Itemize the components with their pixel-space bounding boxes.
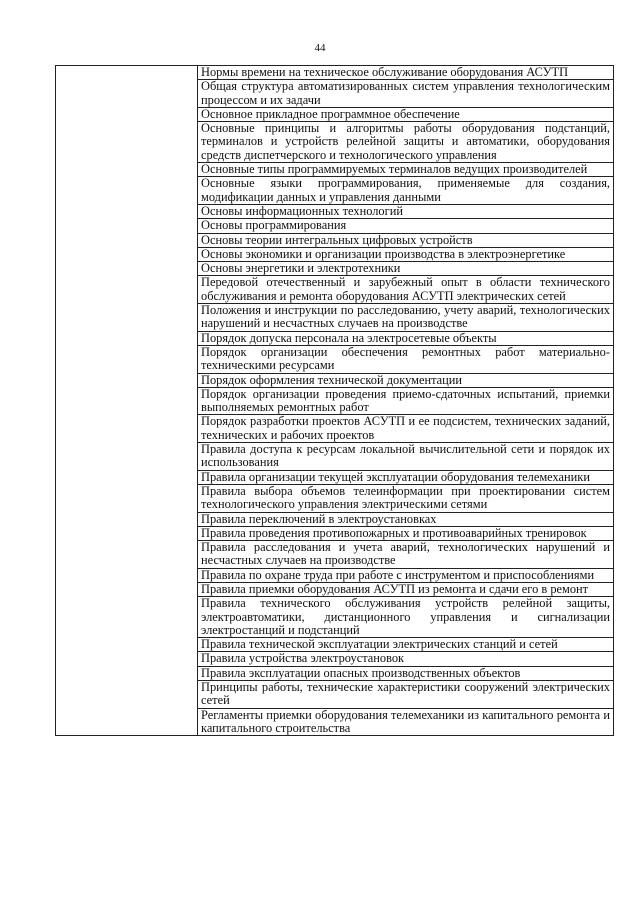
table-cell-item: Правила по охране труда при работе с инструментом и приспособлениями	[198, 568, 614, 582]
table-cell-item: Правила переключений в электроустановках	[198, 512, 614, 526]
table-cell-item: Основные языки программирования, применяемые для создания, модификации данных и управления данными	[198, 177, 614, 205]
table-cell-item: Основы информационных технологий	[198, 204, 614, 218]
table-cell-item: Передовой отечественный и зарубежный опыт в области технического обслуживания и ремонта оборудования АСУТП электрических сетей	[198, 276, 614, 304]
table-cell-item: Нормы времени на техническое обслуживание оборудования АСУТП	[198, 66, 614, 80]
table-cell-item: Порядок допуска персонала на электросетевые объекты	[198, 331, 614, 345]
table-cell-item: Правила расследования и учета аварий, технологических нарушений и несчастных случаев на производстве	[198, 541, 614, 569]
table-cell-item: Правила технической эксплуатации электрических станций и сетей	[198, 638, 614, 652]
table-cell-item: Порядок оформления технической документации	[198, 373, 614, 387]
page-number: 44	[314, 42, 326, 54]
table-cell-item: Порядок разработки проектов АСУТП и ее подсистем, технических заданий, технических и рабочих проектов	[198, 415, 614, 443]
table-cell-item: Основное прикладное программное обеспечение	[198, 107, 614, 121]
requirements-table	[55, 65, 614, 736]
table-cell-item: Регламенты приемки оборудования телемеханики из капитального ремонта и капитального строительства	[198, 708, 614, 736]
table-cell-item: Правила организации текущей эксплуатации оборудования телемеханики	[198, 470, 614, 484]
table-cell-item: Основы программирования	[198, 219, 614, 233]
table-cell-item: Порядок организации проведения приемо-сдаточных испытаний, приемки выполняемых ремонтных работ	[198, 387, 614, 415]
table-cell-item: Основы энергетики и электротехники	[198, 262, 614, 276]
table-cell-item: Правила устройства электроустановок	[198, 652, 614, 666]
table-cell-item: Правила выбора объемов телеинформации при проектировании систем технологического управления электрическими сетями	[198, 484, 614, 512]
table-cell-item: Правила приемки оборудования АСУТП из ремонта и сдачи его в ремонт	[198, 582, 614, 596]
table-cell-item: Общая структура автоматизированных систем управления технологическим процессом и их задачи	[198, 80, 614, 108]
table-cell-item: Правила технического обслуживания устройств релейной защиты, электроавтоматики, дистанционного управления и сигнализации электростанций и подстанций	[198, 597, 614, 638]
table-row	[56, 66, 614, 80]
table-cell-item: Основные принципы и алгоритмы работы оборудования подстанций, терминалов и устройств релейной защиты и автоматики, оборудования средств диспетчерского и технологического управления	[198, 122, 614, 163]
table-cell-item: Основные типы программируемых терминалов ведущих производителей	[198, 163, 614, 177]
table-left-cell	[56, 66, 198, 736]
table-cell-item: Правила проведения противопожарных и противоаварийных тренировок	[198, 526, 614, 540]
table-cell-item: Правила доступа к ресурсам локальной вычислительной сети и порядок их использования	[198, 443, 614, 471]
table-cell-item: Порядок организации обеспечения ремонтных работ материально-техническими ресурсами	[198, 345, 614, 373]
table-cell-item: Принципы работы, технические характеристики сооружений электрических сетей	[198, 681, 614, 709]
table-cell-item: Основы теории интегральных цифровых устройств	[198, 233, 614, 247]
table-cell-item: Основы экономики и организации производства в электроэнергетике	[198, 247, 614, 261]
requirements-table-body	[56, 66, 614, 736]
table-cell-item: Правила эксплуатации опасных производственных объектов	[198, 666, 614, 680]
table-cell-item: Положения и инструкции по расследованию, учету аварий, технологических нарушений и несчастных случаев на производстве	[198, 304, 614, 332]
